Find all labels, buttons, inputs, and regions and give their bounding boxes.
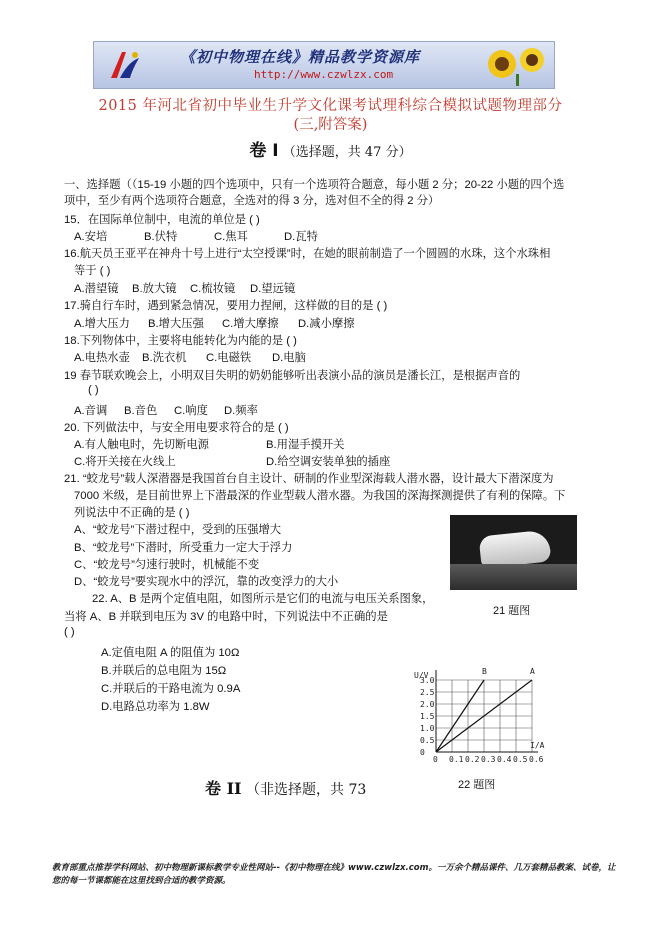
question-17-option-d[interactable]: D.减小摩擦	[298, 318, 355, 330]
y-tick-label: 0.5	[420, 736, 435, 745]
question-21-stem-cont-1: 7000 米级，是目前世界上下潜最深的作业型载人潜水器。为我国的深海探测提供了有利的保障。下	[74, 490, 566, 502]
volume-1-heading	[0, 136, 661, 161]
question-18-option-b[interactable]: B.洗衣机	[142, 352, 187, 364]
question-16-stem: 16.航天员王亚平在神舟十号上进行“太空授课”时，在她的眼前制造了一个圆圆的水珠，这个水珠相	[64, 248, 551, 260]
question-22-stem: 22. A、B 是两个定值电阻，如图所示是它们的电流与电压关系图象，	[92, 593, 434, 605]
question-19-option-d[interactable]: D.频率	[224, 405, 258, 417]
question-22-stem-cont-1: 当将 A、B 并联到电压为 3V 的电路中时，下列说法中不正确的是	[64, 611, 388, 623]
x-tick-label: 0.5	[513, 755, 528, 764]
series-label-a: A	[530, 667, 535, 676]
page-footer: 教育部重点推荐学科网站、初中物理新课标教学专业性网站--《初中物理在线》www.czwlzx.com。一万余个精品课件、几万套精品教案、试卷，让您的每一节课都能在这里找到合适的教学资源。	[52, 863, 616, 886]
section-intro-line-1: 一、选择题（（15-19 小题的四个选项中，只有一个选项符合题意，每小题 2 分；20-22 小题的四个选	[64, 179, 565, 191]
header-banner	[93, 41, 555, 89]
figure-22-chart	[408, 660, 545, 772]
y-tick-label: 0	[420, 748, 425, 757]
question-19-stem: 19 春节联欢晚会上，小明双目失明的奶奶能够听出表演小品的演员是潘长江，是根据声音的	[64, 370, 521, 382]
question-22-option-b[interactable]: B.并联后的总电阻为 15Ω	[101, 665, 227, 677]
x-tick-label: 0.1	[449, 755, 464, 764]
x-tick-label: 0.2	[465, 755, 480, 764]
banner-url[interactable]: http://www.czwlzx.com	[254, 68, 394, 81]
question-22-option-d[interactable]: D.电路总功率为 1.8W	[101, 701, 210, 713]
question-17-option-c[interactable]: C.增大摩擦	[222, 318, 279, 330]
banner-title: 《初中物理在线》精品教学资源库	[180, 48, 421, 66]
y-tick-label: 2.5	[420, 688, 435, 697]
logo-icon	[108, 48, 142, 82]
question-18-option-d[interactable]: D.电脑	[272, 352, 306, 364]
y-tick-label: 1.0	[420, 724, 435, 733]
question-15-stem: 15．在国际单位制中，电流的单位是 ( )	[64, 214, 260, 226]
x-tick-label: 0.3	[481, 755, 496, 764]
question-16-option-a[interactable]: A.潜望镜	[74, 283, 119, 295]
question-22-option-c[interactable]: C.并联后的干路电流为 0.9A	[101, 683, 241, 695]
question-19-option-a[interactable]: A.音调	[74, 405, 108, 417]
question-18-option-a[interactable]: A.电热水壶	[74, 352, 130, 364]
volume-1-note: （选择题，共 47 分）	[282, 145, 412, 160]
question-15-option-b[interactable]: B.伏特	[144, 231, 178, 243]
x-tick-label: 0.6	[529, 755, 544, 764]
question-20-option-a[interactable]: A.有人触电时，先切断电源	[74, 439, 209, 451]
figure-21-caption: 21 题图	[493, 605, 531, 617]
question-16-stem-cont: 等于 ( )	[74, 265, 111, 277]
question-17-option-a[interactable]: A.增大压力	[74, 318, 130, 330]
y-tick-label: 3.0	[420, 676, 435, 685]
x-tick-label: 0	[433, 755, 438, 764]
document-title: 2015 年河北省初中毕业生升学文化课考试理科综合模拟试题物理部分	[98, 98, 563, 114]
question-21-stem: 21. “蛟龙号”载人深潜器是我国首台自主设计、研制的作业型深海载人潜水器，设计最大下潜深度为	[64, 473, 554, 485]
question-20-option-c[interactable]: C.将开关接在火线上	[74, 456, 176, 468]
question-22-stem-cont-2: ( )	[64, 626, 75, 638]
question-17-option-b[interactable]: B.增大压强	[148, 318, 204, 330]
question-16-option-c[interactable]: C.梳妆镜	[190, 283, 236, 295]
question-18-stem: 18.下列物体中，主要将电能转化为内能的是 ( )	[64, 335, 297, 347]
question-18-option-c[interactable]: C.电磁铁	[206, 352, 252, 364]
question-15-option-c[interactable]: C.焦耳	[214, 231, 248, 243]
x-tick-label: 0.4	[497, 755, 512, 764]
volume-2-label: 卷 II	[205, 779, 242, 798]
x-axis-label: I/A	[530, 741, 545, 750]
section-intro-line-2: 项中，至少有两个选项符合题意，全选对的得 3 分，选对但不全的得 2 分）	[64, 195, 440, 207]
sunflower-icon	[480, 44, 550, 86]
question-17-stem: 17.骑自行车时，遇到紧急情况，要用力捏闸，这样做的目的是 ( )	[64, 300, 388, 312]
figure-21-image	[450, 515, 577, 590]
y-tick-label: 2.0	[420, 700, 435, 709]
question-20-option-d[interactable]: D.给空调安装单独的插座	[266, 456, 391, 468]
question-16-option-d[interactable]: D.望远镜	[250, 283, 296, 295]
question-22-option-a[interactable]: A.定值电阻 A 的阻值为 10Ω	[101, 647, 240, 659]
question-21-option-c[interactable]: C、“蛟龙号”匀速行驶时，机械能不变	[74, 559, 260, 571]
question-21-option-a[interactable]: A、“蛟龙号”下潜过程中，受到的压强增大	[74, 524, 282, 536]
question-20-stem: 20. 下列做法中，与安全用电要求符合的是 ( )	[64, 422, 289, 434]
question-15-option-d[interactable]: D.瓦特	[284, 231, 318, 243]
series-label-b: B	[482, 667, 487, 676]
document-subtitle: (三,附答案)	[293, 117, 368, 133]
question-16-option-b[interactable]: B.放大镜	[132, 283, 177, 295]
y-tick-label: 1.5	[420, 712, 435, 721]
volume-2-note: （非选择题，共 73	[246, 782, 367, 798]
figure-22-caption: 22 题图	[458, 779, 496, 791]
question-21-option-b[interactable]: B、“蛟龙号”下潜时，所受重力一定大于浮力	[74, 542, 293, 554]
question-20-option-b[interactable]: B.用湿手摸开关	[266, 439, 345, 451]
volume-1-label: 卷 I	[249, 141, 279, 161]
volume-2-heading	[205, 776, 366, 799]
question-19-option-b[interactable]: B.音色	[124, 405, 158, 417]
question-21-stem-cont-2: 列说法中不正确的是 ( )	[74, 507, 190, 519]
question-19-stem-cont: ( )	[88, 384, 99, 396]
y-axis-label: U/V	[414, 671, 429, 680]
question-19-option-c[interactable]: C.响度	[174, 405, 208, 417]
question-15-option-a[interactable]: A.安培	[74, 231, 108, 243]
question-21-option-d[interactable]: D、“蛟龙号”要实现水中的浮沉，靠的改变浮力的大小	[74, 576, 339, 588]
